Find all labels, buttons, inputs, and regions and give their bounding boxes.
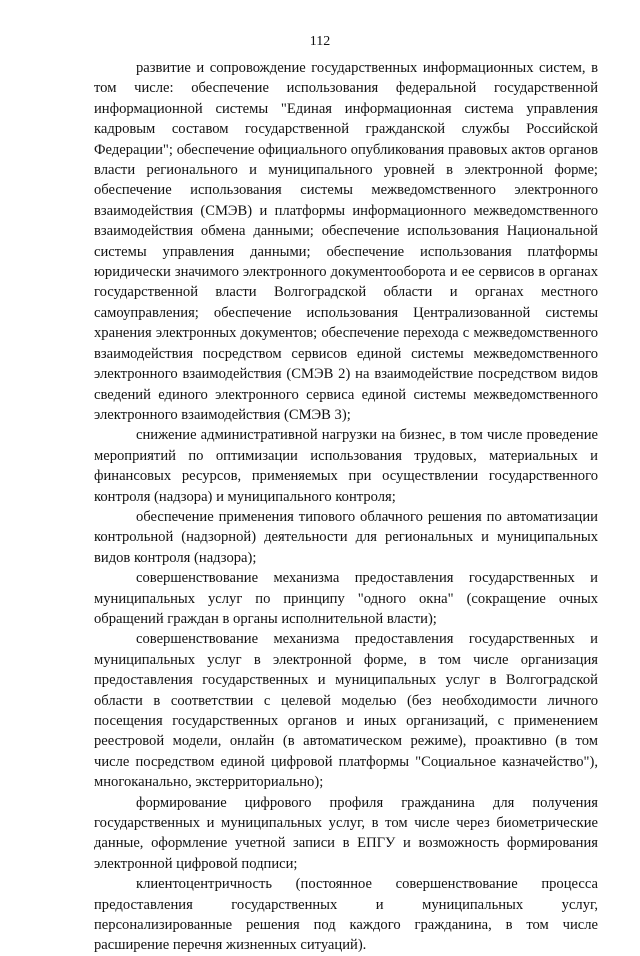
paragraph-digital-profile: формирование цифрового профиля гражданина для получения государственных и муниципальных услуг, в том числе через биометрические данные, оформление учетной записи в ЕПГУ и возможность формирования электронной цифровой подписи;	[94, 794, 598, 872]
paragraph-cloud-solution: обеспечение применения типового облачного решения по автоматизации контрольной (надзорной) деятельности для региональных и муниципальных видов контроля (надзора);	[94, 508, 598, 566]
document-body	[94, 58, 598, 956]
paragraph-business-burden: снижение административной нагрузки на бизнес, в том числе проведение мероприятий по оптимизации использования трудовых, материальных и финансовых ресурсов, применяемых при осуществлении государственного контроля (надзора) и муниципального контроля;	[94, 427, 598, 505]
paragraph-one-window: совершенствование механизма предоставления государственных и муниципальных услуг по принципу "одного окна" (сокращение очных обращений граждан в органы исполнительной власти);	[94, 570, 598, 627]
paragraph-client-centricity: клиентоцентричность (постоянное совершенствование процесса предоставления государственных и муниципальных услуг, персонализированные решения под каждого гражданина, в том числе расширение перечня жизненных ситуаций).	[94, 876, 598, 954]
paragraph-electronic-services: совершенствование механизма предоставления государственных и муниципальных услуг в электронной форме, в том числе организация предоставления государственных и муниципальных услуг в Волгоградской области в соответствии с целевой моделью (без необходимости личного посещения государственных органов и иных организаций, с применением реестровой модели, онлайн (в автоматическом режиме), проактивно (в том числе посредством единой цифровой платформы "Социальное казначейство"), многоканально, экстерриториально);	[94, 631, 598, 791]
paragraph-information-systems: развитие и сопровождение государственных информационных систем, в том числе: обеспечение использования федеральной государственной информационной системы "Единая информационная система управления кадровым составом государственной гражданской службы Российской Федерации"; обеспечение официального опубликования правовых актов органов власти регионального и муниципального уровней в электронной форме; обеспечение использования системы межведомственного электронного взаимодействия (СМЭВ) и платформы информационного межведомственного взаимодействия обмена данными; обеспечение использования Национальной системы управления данными; обеспечение использования платформы юридически значимого электронного документооборота и ее сервисов в органах государственной власти Волгоградской области и органах местного самоуправления; обеспечение использования Централизованной системы хранения электронных документов; обеспечение перехода с межведомственного взаимодействия посредством сервисов единой системы межведомственного электронного взаимодействия (СМЭВ 2) на взаимодействие посредством видов сведений единого электронного сервиса единой системы межведомственного электронного взаимодействия (СМЭВ 3);	[94, 60, 598, 423]
page-number: 112	[309, 34, 331, 49]
